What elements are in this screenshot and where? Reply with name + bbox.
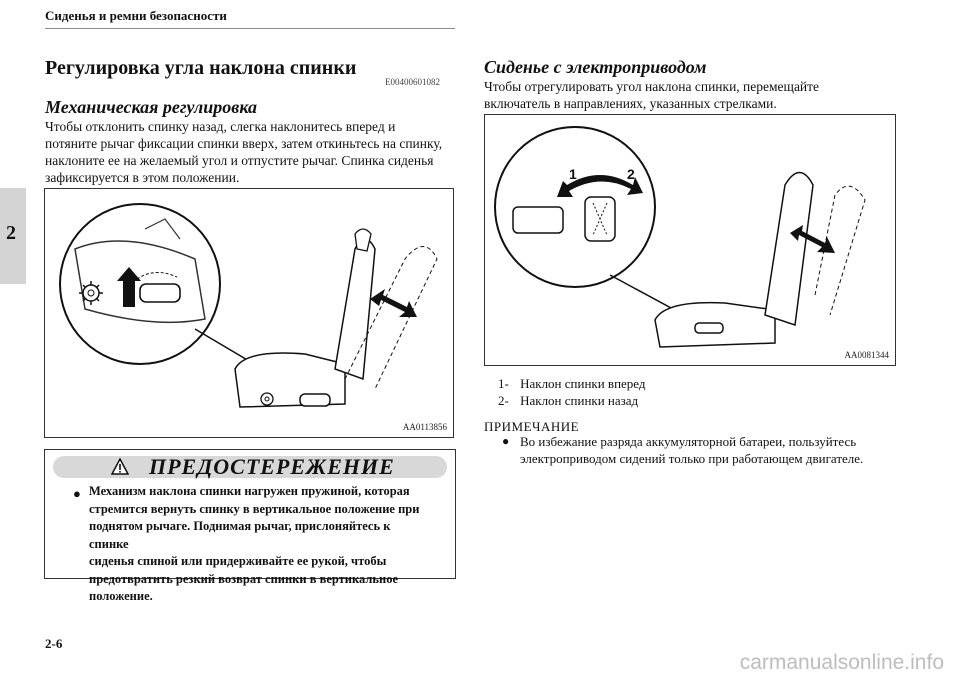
chapter-number: 2 (6, 222, 16, 244)
note-heading: ПРИМЕЧАНИЕ (484, 419, 580, 434)
note-bullet: ● (502, 434, 510, 448)
legend-number: 2- (498, 393, 509, 408)
double-arrow-icon (370, 289, 417, 317)
paragraph-line: Чтобы отрегулировать угол наклона спинки, перемещайте (484, 79, 820, 94)
warning-bullet: ● (73, 486, 81, 501)
figure-code: AA0081344 (844, 350, 889, 360)
warning-line: сиденья спиной или придерживайте ее рукой, чтобы (89, 554, 387, 568)
subsection-title-manual: Механическая регулировка (45, 97, 258, 117)
warning-box (44, 449, 456, 603)
section-code: E00400601082 (385, 77, 440, 87)
manual-recline-figure (44, 188, 454, 438)
note-line: электроприводом сидений только при работающем двигателе. (520, 451, 864, 466)
legend-text: Наклон спинки назад (520, 393, 639, 408)
paragraph-line: зафиксируется в этом положении. (45, 170, 240, 185)
note-text (520, 433, 863, 467)
warning-line: положение. (89, 589, 153, 603)
warning-header (53, 456, 447, 478)
figure-code: AA0113856 (402, 422, 447, 432)
running-header: Сиденья и ремни безопасности (45, 8, 227, 23)
paragraph-line: Чтобы отклонить спинку назад, слегка наклонитесь вперед и (45, 119, 396, 134)
warning-text (89, 483, 429, 606)
warning-triangle-icon (111, 458, 129, 475)
subsection-title-power: Сиденье с электроприводом (484, 57, 707, 77)
figure-number-1: 1 (569, 166, 577, 182)
legend-number: 1- (498, 376, 509, 391)
watermark: carmanualsonline.info (739, 651, 944, 674)
figure-number-2: 2 (627, 166, 635, 182)
header-rule (45, 28, 455, 29)
paragraph-line: включатель в направлениях, указанных стрелками. (484, 96, 777, 111)
chapter-tab (0, 188, 26, 284)
warning-title: ПРЕДОСТЕРЕЖЕНИЕ (149, 454, 395, 479)
paragraph-line: потяните рычаг фиксации спинки вверх, затем откиньтесь на спинку, (45, 136, 443, 151)
power-recline-figure (484, 114, 896, 366)
legend-item (498, 393, 638, 409)
power-paragraph (484, 78, 819, 112)
legend-text: Наклон спинки вперед (520, 376, 646, 391)
note-line: Во избежание разряда аккумуляторной батареи, пользуйтесь (520, 434, 857, 449)
warning-line: Механизм наклона спинки нагружен пружиной, которая (89, 484, 410, 498)
section-title: Регулировка угла наклона спинки (45, 57, 357, 79)
paragraph-line: наклоните ее на желаемый угол и отпустите рычаг. Спинка сиденья (45, 153, 434, 168)
warning-line: поднятом рычаге. Поднимая рычаг, прислоняйтесь к спинке (89, 519, 391, 551)
seat-illustration-power (485, 115, 895, 365)
legend-item (498, 376, 646, 392)
seat-illustration-manual (45, 189, 453, 437)
page-number: 2-6 (45, 636, 63, 651)
manual-paragraph (45, 118, 442, 186)
warning-line: стремится вернуть спинку в вертикальное положение при (89, 501, 420, 516)
warning-line: предотвратить резкий возврат спинки в вертикальное (89, 571, 399, 586)
